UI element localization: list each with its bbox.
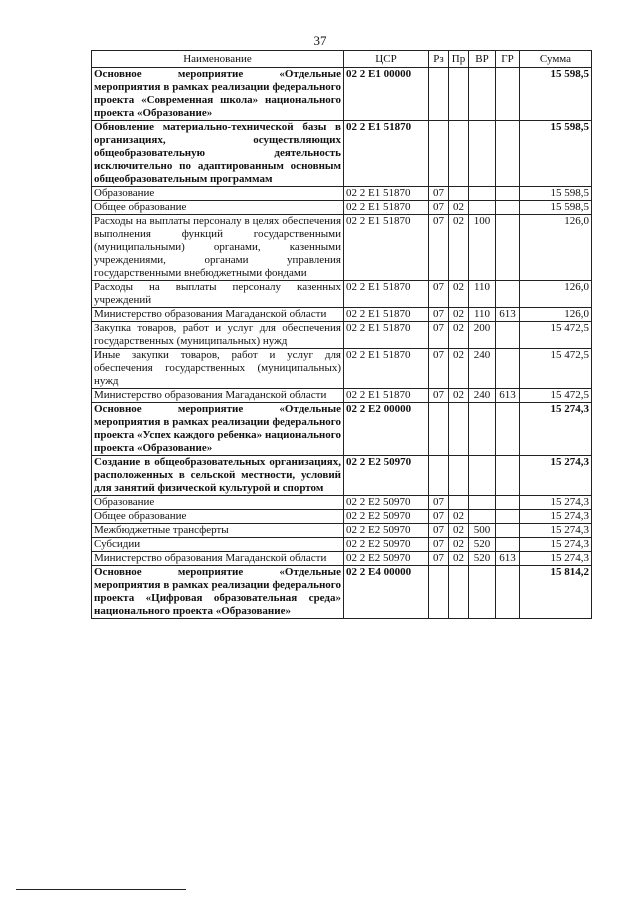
header-sum: Сумма [520,51,592,68]
cell-gr [496,349,520,389]
cell-rz [429,121,449,187]
table-row [92,349,592,389]
cell-sum: 126,0 [520,281,592,308]
cell-rz [429,456,449,496]
cell-gr: 613 [496,389,520,403]
table-row [92,552,592,566]
cell-gr [496,201,520,215]
cell-gr [496,281,520,308]
cell-gr [496,524,520,538]
cell-sum: 15 472,5 [520,389,592,403]
header-csr: ЦСР [344,51,429,68]
cell-csr: 02 2 E2 50970 [344,496,429,510]
cell-csr: 02 2 E2 50970 [344,456,429,496]
cell-rz [429,68,449,121]
cell-csr: 02 2 E1 00000 [344,68,429,121]
cell-vr [469,496,496,510]
cell-pr [449,121,469,187]
cell-name: Министерство образования Магаданской области [92,552,344,566]
cell-pr [449,403,469,456]
cell-vr: 520 [469,538,496,552]
cell-rz: 07 [429,187,449,201]
cell-sum: 15 598,5 [520,68,592,121]
cell-gr [496,187,520,201]
cell-sum: 15 274,3 [520,456,592,496]
table-row [92,566,592,619]
cell-rz [429,403,449,456]
cell-vr: 200 [469,322,496,349]
cell-name: Общее образование [92,510,344,524]
cell-vr [469,456,496,496]
cell-pr [449,566,469,619]
cell-csr: 02 2 E2 50970 [344,510,429,524]
table-row [92,121,592,187]
cell-vr: 500 [469,524,496,538]
cell-vr [469,510,496,524]
cell-gr [496,566,520,619]
table-row [92,322,592,349]
cell-pr [449,456,469,496]
cell-sum: 126,0 [520,215,592,281]
cell-pr [449,187,469,201]
table-row [92,496,592,510]
cell-name: Министерство образования Магаданской области [92,308,344,322]
cell-csr: 02 2 E1 51870 [344,349,429,389]
cell-pr: 02 [449,215,469,281]
cell-csr: 02 2 E4 00000 [344,566,429,619]
cell-rz: 07 [429,538,449,552]
cell-vr: 240 [469,389,496,403]
cell-csr: 02 2 E2 50970 [344,552,429,566]
cell-pr: 02 [449,538,469,552]
budget-table [91,50,592,619]
table-row [92,187,592,201]
cell-rz: 07 [429,389,449,403]
cell-name: Обновление материально-технической базы в организациях, осуществляющих общеобразовательную деятельность исключительно по адаптированным основным общеобразовательным программам [92,121,344,187]
cell-vr [469,187,496,201]
cell-name: Основное мероприятие «Отдельные мероприятия в рамках реализации федерального проекта «Успех каждого ребенка» национального проекта «Образование» [92,403,344,456]
cell-pr: 02 [449,389,469,403]
cell-vr [469,68,496,121]
cell-sum: 15 472,5 [520,349,592,389]
cell-pr: 02 [449,201,469,215]
cell-pr: 02 [449,281,469,308]
header-name: Наименование [92,51,344,68]
cell-gr: 613 [496,308,520,322]
cell-name: Закупка товаров, работ и услуг для обеспечения государственных (муниципальных) нужд [92,322,344,349]
cell-gr [496,510,520,524]
cell-sum: 15 598,5 [520,201,592,215]
cell-name: Межбюджетные трансферты [92,524,344,538]
cell-rz [429,566,449,619]
cell-csr: 02 2 E1 51870 [344,187,429,201]
cell-name: Расходы на выплаты персоналу казенных учреждений [92,281,344,308]
cell-name: Создание в общеобразовательных организациях, расположенных в сельской местности, условий для занятий физической культурой и спортом [92,456,344,496]
cell-pr: 02 [449,510,469,524]
cell-rz: 07 [429,215,449,281]
cell-name: Образование [92,496,344,510]
cell-sum: 15 274,3 [520,524,592,538]
cell-gr [496,496,520,510]
cell-sum: 15 274,3 [520,510,592,524]
cell-csr: 02 2 E2 50970 [344,538,429,552]
table-header-row [92,51,592,68]
cell-csr: 02 2 E1 51870 [344,121,429,187]
cell-name: Расходы на выплаты персоналу в целях обеспечения выполнения функций государственными (муниципальными) органами, казенными учреждениями, органами управления государственными внебюджетными фондами [92,215,344,281]
table-body [92,68,592,619]
cell-vr: 110 [469,281,496,308]
cell-pr: 02 [449,552,469,566]
cell-sum: 15 274,3 [520,552,592,566]
table-row [92,456,592,496]
cell-name: Министерство образования Магаданской области [92,389,344,403]
header-rz: Рз [429,51,449,68]
cell-sum: 126,0 [520,308,592,322]
cell-name: Образование [92,187,344,201]
cell-pr [449,496,469,510]
cell-gr [496,538,520,552]
cell-name: Основное мероприятие «Отдельные мероприятия в рамках реализации федерального проекта «Цифровая образовательная среда» национального проекта «Образование» [92,566,344,619]
table-row [92,524,592,538]
cell-vr: 240 [469,349,496,389]
cell-csr: 02 2 E1 51870 [344,389,429,403]
cell-rz: 07 [429,201,449,215]
cell-rz: 07 [429,308,449,322]
cell-sum: 15 274,3 [520,496,592,510]
table-row [92,510,592,524]
cell-vr: 100 [469,215,496,281]
cell-vr [469,403,496,456]
table-row [92,281,592,308]
table-row [92,68,592,121]
cell-rz: 07 [429,322,449,349]
cell-sum: 15 598,5 [520,121,592,187]
cell-name: Иные закупки товаров, работ и услуг для обеспечения государственных (муниципальных) нужд [92,349,344,389]
cell-pr: 02 [449,308,469,322]
cell-sum: 15 472,5 [520,322,592,349]
cell-gr: 613 [496,552,520,566]
cell-csr: 02 2 E1 51870 [344,308,429,322]
cell-gr [496,403,520,456]
cell-rz: 07 [429,524,449,538]
cell-gr [496,215,520,281]
cell-gr [496,121,520,187]
cell-rz: 07 [429,349,449,389]
cell-rz: 07 [429,510,449,524]
cell-sum: 15 814,2 [520,566,592,619]
cell-gr [496,456,520,496]
cell-vr: 520 [469,552,496,566]
footnote-separator-line [16,889,186,890]
cell-pr: 02 [449,349,469,389]
table-row [92,389,592,403]
cell-csr: 02 2 E1 51870 [344,215,429,281]
header-vr: ВР [469,51,496,68]
cell-csr: 02 2 E1 51870 [344,201,429,215]
cell-rz: 07 [429,496,449,510]
cell-name: Субсидии [92,538,344,552]
cell-rz: 07 [429,552,449,566]
cell-csr: 02 2 E1 51870 [344,281,429,308]
page-number: 37 [313,33,327,48]
cell-sum: 15 274,3 [520,403,592,456]
cell-gr [496,68,520,121]
cell-vr: 110 [469,308,496,322]
table-row [92,538,592,552]
cell-gr [496,322,520,349]
table-row [92,201,592,215]
table-row [92,403,592,456]
cell-pr [449,68,469,121]
cell-vr [469,201,496,215]
cell-name: Общее образование [92,201,344,215]
cell-vr [469,121,496,187]
cell-sum: 15 274,3 [520,538,592,552]
cell-csr: 02 2 E1 51870 [344,322,429,349]
table-row [92,215,592,281]
cell-pr: 02 [449,524,469,538]
cell-rz: 07 [429,281,449,308]
cell-pr: 02 [449,322,469,349]
cell-csr: 02 2 E2 00000 [344,403,429,456]
table-row [92,308,592,322]
cell-sum: 15 598,5 [520,187,592,201]
cell-csr: 02 2 E2 50970 [344,524,429,538]
cell-name: Основное мероприятие «Отдельные мероприятия в рамках реализации федерального проекта «Современная школа» национального проекта «Образование» [92,68,344,121]
header-pr: Пр [449,51,469,68]
cell-vr [469,566,496,619]
header-gr: ГР [496,51,520,68]
